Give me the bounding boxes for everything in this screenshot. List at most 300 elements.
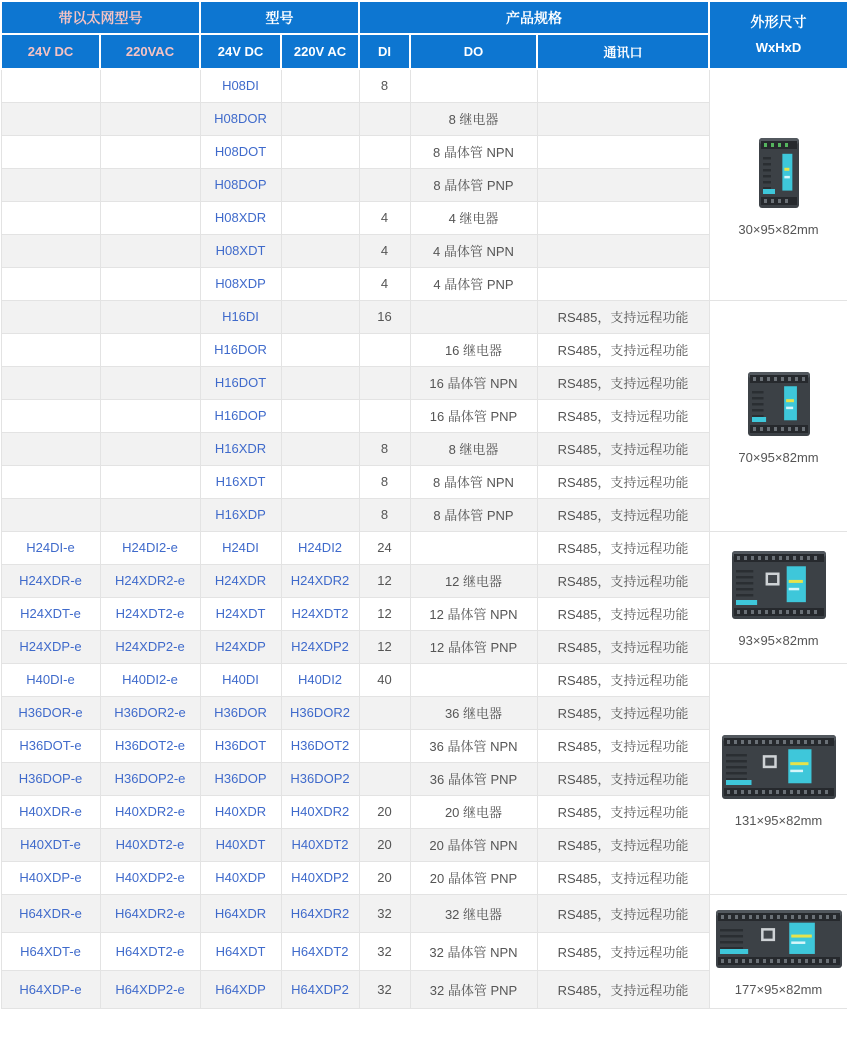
table-header	[1, 1, 847, 69]
model-link[interactable]: H40XDR2-e	[114, 804, 186, 819]
comm-port-cell: RS485，支持远程功能	[537, 465, 709, 498]
model-dc-cell	[200, 932, 281, 970]
dimension-label: 177×95×82mm	[734, 982, 823, 997]
model-ac-cell	[281, 168, 359, 201]
model-ac-cell	[281, 498, 359, 531]
model-link[interactable]: H64XDP-e	[19, 981, 82, 997]
model-link[interactable]: H16DOP	[214, 408, 267, 423]
eth-ac-model-cell	[100, 597, 200, 630]
table-row	[1, 531, 847, 564]
model-link[interactable]: H40XDP2	[291, 870, 349, 885]
eth-dc-model-cell	[1, 828, 100, 861]
model-link[interactable]: H24DI2-e	[122, 540, 178, 555]
model-link[interactable]: H24XDT	[215, 606, 266, 621]
plc-module-h24-image	[731, 546, 827, 627]
model-link[interactable]: H16XDT	[215, 474, 266, 489]
do-cell: 36 继电器	[410, 696, 537, 729]
do-cell: 16 继电器	[410, 333, 537, 366]
eth-dc-model-cell	[1, 894, 100, 932]
model-link[interactable]: H64XDR2	[290, 905, 350, 921]
eth-dc-model-cell	[1, 932, 100, 970]
model-link[interactable]: H16DOT	[214, 375, 267, 390]
model-link[interactable]: H16DOR	[214, 342, 267, 357]
comm-port-cell: RS485，支持远程功能	[537, 366, 709, 399]
header-group-spec: 产品规格	[359, 1, 709, 34]
model-dc-cell	[200, 762, 281, 795]
comm-port-cell: RS485，支持远程功能	[537, 333, 709, 366]
eth-ac-model-cell	[100, 795, 200, 828]
di-cell	[359, 102, 410, 135]
model-ac-cell	[281, 366, 359, 399]
header-di: DI	[359, 34, 410, 69]
plc-module-h40-image	[721, 730, 837, 807]
model-dc-cell	[200, 894, 281, 932]
model-link[interactable]: H08DOP	[214, 177, 267, 192]
model-link[interactable]: H40XDT2-e	[115, 837, 185, 852]
header-do: DO	[410, 34, 537, 69]
comm-port-cell: RS485，支持远程功能	[537, 630, 709, 663]
di-cell: 8	[359, 498, 410, 531]
di-cell: 4	[359, 234, 410, 267]
eth-ac-model-cell	[100, 432, 200, 465]
eth-ac-model-cell	[100, 300, 200, 333]
model-link[interactable]: H40DI2	[297, 672, 343, 687]
model-link[interactable]: H40DI	[222, 672, 259, 687]
model-dc-cell	[200, 300, 281, 333]
model-link[interactable]: H36DOT	[214, 738, 267, 753]
eth-dc-model-cell	[1, 861, 100, 894]
comm-port-cell: RS485，支持远程功能	[537, 597, 709, 630]
eth-ac-model-cell	[100, 531, 200, 564]
eth-dc-model-cell	[1, 729, 100, 762]
model-ac-cell	[281, 828, 359, 861]
model-ac-cell	[281, 267, 359, 300]
model-link[interactable]: H24XDR2-e	[114, 573, 186, 588]
model-link[interactable]: H24XDP2	[291, 639, 349, 654]
eth-dc-model-cell	[1, 630, 100, 663]
eth-dc-model-cell	[1, 762, 100, 795]
comm-port-cell: RS485，支持远程功能	[537, 432, 709, 465]
comm-port-cell	[537, 69, 709, 102]
table-row	[1, 663, 847, 696]
model-dc-cell	[200, 465, 281, 498]
eth-ac-model-cell	[100, 498, 200, 531]
do-cell	[410, 663, 537, 696]
model-ac-cell	[281, 102, 359, 135]
model-link[interactable]: H36DOP2	[290, 771, 350, 786]
eth-ac-model-cell	[100, 828, 200, 861]
model-ac-cell	[281, 729, 359, 762]
eth-dc-model-cell	[1, 564, 100, 597]
model-ac-cell	[281, 630, 359, 663]
comm-port-cell: RS485，支持远程功能	[537, 498, 709, 531]
model-link[interactable]: H40DI-e	[26, 672, 75, 687]
model-ac-cell	[281, 970, 359, 1008]
eth-ac-model-cell	[100, 696, 200, 729]
model-ac-cell	[281, 932, 359, 970]
di-cell	[359, 729, 410, 762]
do-cell	[410, 69, 537, 102]
dimension-cell	[709, 894, 847, 1008]
model-link[interactable]: H36DOR	[214, 705, 267, 720]
model-link[interactable]: H40XDT-e	[20, 837, 81, 852]
di-cell: 16	[359, 300, 410, 333]
do-cell: 12 晶体管 NPN	[410, 597, 537, 630]
model-dc-cell	[200, 597, 281, 630]
model-ac-cell	[281, 861, 359, 894]
model-link[interactable]: H40XDR	[214, 804, 267, 819]
eth-dc-model-cell	[1, 970, 100, 1008]
dimension-label: 93×95×82mm	[738, 633, 819, 648]
model-link[interactable]: H64XDT2-e	[115, 943, 185, 959]
model-dc-cell	[200, 531, 281, 564]
model-link[interactable]: H36DOR-e	[18, 705, 83, 720]
model-dc-cell	[200, 564, 281, 597]
model-ac-cell	[281, 531, 359, 564]
eth-ac-model-cell	[100, 399, 200, 432]
eth-ac-model-cell	[100, 135, 200, 168]
model-ac-cell	[281, 795, 359, 828]
do-cell: 4 晶体管 NPN	[410, 234, 537, 267]
di-cell: 32	[359, 894, 410, 932]
eth-dc-model-cell	[1, 168, 100, 201]
model-ac-cell	[281, 201, 359, 234]
di-cell: 8	[359, 432, 410, 465]
di-cell	[359, 168, 410, 201]
di-cell: 32	[359, 932, 410, 970]
model-dc-cell	[200, 234, 281, 267]
model-ac-cell	[281, 696, 359, 729]
dimension-cell	[709, 300, 847, 531]
comm-port-cell	[537, 267, 709, 300]
model-link[interactable]: H36DOP	[214, 771, 267, 786]
comm-port-cell: RS485，支持远程功能	[537, 300, 709, 333]
model-dc-cell	[200, 663, 281, 696]
do-cell: 36 晶体管 PNP	[410, 762, 537, 795]
do-cell: 20 晶体管 PNP	[410, 861, 537, 894]
eth-ac-model-cell	[100, 366, 200, 399]
do-cell: 8 晶体管 PNP	[410, 498, 537, 531]
model-link[interactable]: H64XDP	[215, 981, 266, 997]
header-comm-port: 通讯口	[537, 34, 709, 69]
di-cell	[359, 762, 410, 795]
eth-ac-model-cell	[100, 932, 200, 970]
eth-dc-model-cell	[1, 663, 100, 696]
model-ac-cell	[281, 135, 359, 168]
model-link[interactable]: H36DOP-e	[18, 771, 83, 786]
model-dc-cell	[200, 267, 281, 300]
dimension-label: 131×95×82mm	[734, 812, 823, 828]
eth-ac-model-cell	[100, 762, 200, 795]
header-group-size	[709, 1, 847, 69]
model-ac-cell	[281, 300, 359, 333]
do-cell: 32 晶体管 NPN	[410, 932, 537, 970]
eth-ac-model-cell	[100, 663, 200, 696]
model-link[interactable]: H36DOT2	[290, 738, 350, 753]
model-dc-cell	[200, 333, 281, 366]
di-cell: 4	[359, 267, 410, 300]
model-link[interactable]: H40XDR2	[290, 804, 350, 819]
eth-ac-model-cell	[100, 168, 200, 201]
di-cell: 20	[359, 795, 410, 828]
model-link[interactable]: H24DI2	[297, 540, 343, 555]
model-dc-cell	[200, 201, 281, 234]
eth-dc-model-cell	[1, 69, 100, 102]
table-row	[1, 69, 847, 102]
model-link[interactable]: H64XDT-e	[20, 943, 81, 959]
model-link[interactable]: H24XDT2	[291, 606, 349, 621]
model-link[interactable]: H36DOR2-e	[114, 705, 186, 720]
model-link[interactable]: H08DOR	[214, 111, 267, 126]
model-link[interactable]: H64XDR-e	[19, 905, 82, 921]
model-ac-cell	[281, 465, 359, 498]
model-link[interactable]: H24XDP2-e	[115, 639, 185, 654]
model-dc-cell	[200, 795, 281, 828]
eth-dc-model-cell	[1, 465, 100, 498]
eth-dc-model-cell	[1, 300, 100, 333]
model-dc-cell	[200, 399, 281, 432]
do-cell: 8 晶体管 NPN	[410, 135, 537, 168]
comm-port-cell: RS485，支持远程功能	[537, 531, 709, 564]
do-cell	[410, 300, 537, 333]
di-cell	[359, 333, 410, 366]
eth-dc-model-cell	[1, 696, 100, 729]
comm-port-cell: RS485，支持远程功能	[537, 795, 709, 828]
model-link[interactable]: H24XDP-e	[19, 639, 82, 654]
do-cell: 12 晶体管 PNP	[410, 630, 537, 663]
di-cell: 20	[359, 828, 410, 861]
model-dc-cell	[200, 135, 281, 168]
header-eth-220vac: 220VAC	[100, 34, 200, 69]
di-cell: 20	[359, 861, 410, 894]
comm-port-cell: RS485，支持远程功能	[537, 399, 709, 432]
dimension-label: 70×95×82mm	[738, 449, 819, 465]
comm-port-cell	[537, 168, 709, 201]
eth-dc-model-cell	[1, 267, 100, 300]
eth-dc-model-cell	[1, 432, 100, 465]
do-cell: 36 晶体管 NPN	[410, 729, 537, 762]
table-row	[1, 300, 847, 333]
di-cell: 40	[359, 663, 410, 696]
do-cell: 16 晶体管 NPN	[410, 366, 537, 399]
model-link[interactable]: H08DI	[222, 78, 259, 94]
model-link[interactable]: H64XDP2-e	[115, 981, 185, 997]
eth-ac-model-cell	[100, 267, 200, 300]
model-link[interactable]: H64XDT	[215, 943, 266, 959]
model-dc-cell	[200, 630, 281, 663]
header-model-220vac: 220V AC	[281, 34, 359, 69]
di-cell: 32	[359, 970, 410, 1008]
eth-dc-model-cell	[1, 795, 100, 828]
comm-port-cell	[537, 102, 709, 135]
model-link[interactable]: H16XDR	[214, 441, 267, 456]
header-size-title: 外形尺寸	[750, 14, 807, 31]
comm-port-cell: RS485，支持远程功能	[537, 861, 709, 894]
model-link[interactable]: H40XDT	[215, 837, 266, 852]
model-link[interactable]: H36DOT2-e	[114, 738, 186, 753]
model-ac-cell	[281, 333, 359, 366]
dimension-label: 30×95×82mm	[738, 221, 819, 237]
plc-module-h08-image	[758, 133, 800, 216]
model-link[interactable]: H40XDP	[215, 870, 266, 885]
do-cell: 8 继电器	[410, 432, 537, 465]
do-cell: 32 晶体管 PNP	[410, 970, 537, 1008]
eth-ac-model-cell	[100, 201, 200, 234]
do-cell	[410, 531, 537, 564]
do-cell: 4 晶体管 PNP	[410, 267, 537, 300]
model-dc-cell	[200, 102, 281, 135]
eth-ac-model-cell	[100, 69, 200, 102]
do-cell: 8 晶体管 PNP	[410, 168, 537, 201]
comm-port-cell	[537, 135, 709, 168]
plc-module-h16-image	[747, 367, 811, 444]
model-link[interactable]: H36DOR2	[290, 705, 350, 720]
eth-ac-model-cell	[100, 729, 200, 762]
do-cell: 8 晶体管 NPN	[410, 465, 537, 498]
do-cell: 12 继电器	[410, 564, 537, 597]
model-ac-cell	[281, 564, 359, 597]
model-link[interactable]: H36DOT-e	[19, 738, 82, 753]
model-link[interactable]: H24XDR2	[290, 573, 350, 588]
header-group-model: 型号	[200, 1, 359, 34]
comm-port-cell: RS485，支持远程功能	[537, 828, 709, 861]
di-cell: 8	[359, 69, 410, 102]
model-dc-cell	[200, 729, 281, 762]
do-cell: 32 继电器	[410, 894, 537, 932]
do-cell: 16 晶体管 PNP	[410, 399, 537, 432]
comm-port-cell: RS485，支持远程功能	[537, 932, 709, 970]
model-dc-cell	[200, 432, 281, 465]
di-cell: 24	[359, 531, 410, 564]
comm-port-cell: RS485，支持远程功能	[537, 970, 709, 1008]
model-link[interactable]: H16XDP	[215, 507, 266, 522]
comm-port-cell	[537, 201, 709, 234]
eth-ac-model-cell	[100, 630, 200, 663]
model-link[interactable]: H24DI	[222, 540, 259, 555]
model-link[interactable]: H24XDR-e	[19, 573, 82, 588]
header-size-formula: WxHxD	[755, 39, 802, 55]
model-link[interactable]: H40XDP-e	[19, 870, 82, 885]
eth-dc-model-cell	[1, 531, 100, 564]
eth-ac-model-cell	[100, 102, 200, 135]
di-cell	[359, 366, 410, 399]
eth-ac-model-cell	[100, 465, 200, 498]
do-cell: 20 晶体管 NPN	[410, 828, 537, 861]
eth-ac-model-cell	[100, 970, 200, 1008]
model-link[interactable]: H08XDP	[215, 276, 266, 291]
dimension-cell	[709, 663, 847, 894]
plc-module-h64-image	[715, 905, 843, 976]
model-link[interactable]: H24DI-e	[26, 540, 75, 555]
di-cell: 12	[359, 597, 410, 630]
model-ac-cell	[281, 399, 359, 432]
comm-port-cell: RS485，支持远程功能	[537, 696, 709, 729]
model-ac-cell	[281, 432, 359, 465]
model-link[interactable]: H24XDP	[215, 639, 266, 654]
eth-ac-model-cell	[100, 333, 200, 366]
eth-ac-model-cell	[100, 564, 200, 597]
model-link[interactable]: H64XDP2	[291, 981, 349, 997]
model-link[interactable]: H40DI2-e	[122, 672, 178, 687]
eth-dc-model-cell	[1, 102, 100, 135]
eth-dc-model-cell	[1, 366, 100, 399]
model-dc-cell	[200, 970, 281, 1008]
model-ac-cell	[281, 234, 359, 267]
di-cell	[359, 696, 410, 729]
model-link[interactable]: H36DOP2-e	[114, 771, 186, 786]
model-link[interactable]: H08XDT	[215, 243, 266, 258]
model-link[interactable]: H08XDR	[214, 210, 267, 225]
comm-port-cell: RS485，支持远程功能	[537, 762, 709, 795]
di-cell	[359, 399, 410, 432]
di-cell: 12	[359, 630, 410, 663]
comm-port-cell	[537, 234, 709, 267]
model-dc-cell	[200, 498, 281, 531]
comm-port-cell: RS485，支持远程功能	[537, 564, 709, 597]
model-ac-cell	[281, 69, 359, 102]
model-ac-cell	[281, 597, 359, 630]
eth-dc-model-cell	[1, 234, 100, 267]
model-link[interactable]: H64XDR2-e	[114, 905, 186, 921]
model-dc-cell	[200, 861, 281, 894]
eth-dc-model-cell	[1, 399, 100, 432]
comm-port-cell: RS485，支持远程功能	[537, 729, 709, 762]
model-dc-cell	[200, 696, 281, 729]
model-link[interactable]: H24XDR	[214, 573, 267, 588]
di-cell: 4	[359, 201, 410, 234]
header-group-ethernet: 带以太网型号	[1, 1, 200, 34]
model-link[interactable]: H40XDP2-e	[115, 870, 185, 885]
eth-dc-model-cell	[1, 201, 100, 234]
model-link[interactable]: H40XDT2	[291, 837, 349, 852]
header-eth-24vdc: 24V DC	[1, 34, 100, 69]
table-body	[1, 69, 847, 1008]
eth-ac-model-cell	[100, 234, 200, 267]
model-dc-cell	[200, 69, 281, 102]
eth-dc-model-cell	[1, 498, 100, 531]
model-link[interactable]: H40XDR-e	[19, 804, 82, 819]
model-link[interactable]: H64XDR	[214, 905, 267, 921]
eth-ac-model-cell	[100, 861, 200, 894]
do-cell: 8 继电器	[410, 102, 537, 135]
model-link[interactable]: H16DI	[222, 309, 259, 324]
eth-dc-model-cell	[1, 333, 100, 366]
eth-ac-model-cell	[100, 894, 200, 932]
model-link[interactable]: H08DOT	[214, 144, 267, 159]
eth-dc-model-cell	[1, 135, 100, 168]
header-model-24vdc: 24V DC	[200, 34, 281, 69]
comm-port-cell: RS485，支持远程功能	[537, 894, 709, 932]
model-ac-cell	[281, 663, 359, 696]
model-dc-cell	[200, 366, 281, 399]
model-dc-cell	[200, 828, 281, 861]
model-link[interactable]: H64XDT2	[291, 943, 349, 959]
model-dc-cell	[200, 168, 281, 201]
di-cell: 12	[359, 564, 410, 597]
dimension-cell	[709, 69, 847, 300]
model-ac-cell	[281, 762, 359, 795]
eth-dc-model-cell	[1, 597, 100, 630]
table-row	[1, 894, 847, 932]
model-link[interactable]: H24XDT2-e	[115, 606, 185, 621]
do-cell: 20 继电器	[410, 795, 537, 828]
di-cell: 8	[359, 465, 410, 498]
model-link[interactable]: H24XDT-e	[20, 606, 81, 621]
do-cell: 4 继电器	[410, 201, 537, 234]
model-ac-cell	[281, 894, 359, 932]
comm-port-cell: RS485，支持远程功能	[537, 663, 709, 696]
dimension-cell	[709, 531, 847, 663]
